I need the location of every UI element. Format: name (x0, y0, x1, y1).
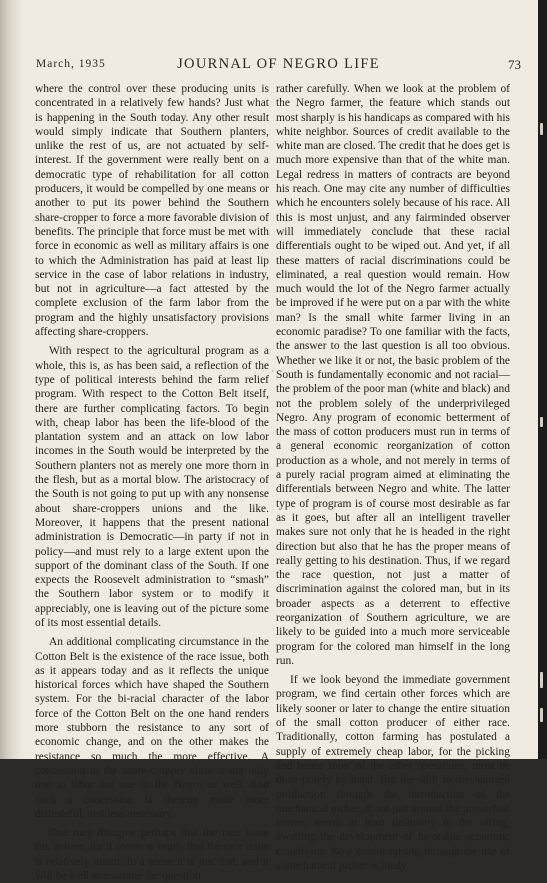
page-edge-tab (540, 417, 543, 427)
right-column (276, 82, 510, 873)
journal-title: JOURNAL OF NEGRO LIFE (177, 56, 380, 72)
page-gutter-shadow (0, 0, 22, 759)
paragraph: An additional complicating circumstance in the Cotton Belt is the existence of the race issue, both as it appears today and as it reflects the unique historical forces which have shaped the Southern system. For the bi-racial character of the labor force of the Cotton Belt on the one hand renders more stubborn the resistance to any sort of economic change, and on the other makes the resistance so much the more effective. A concession to the share-cropper class is not only one to labor but one to the Negro as well. And such a concession is thereby made more distasteful, and less necessary. (35, 636, 269, 820)
page-edge-tab (540, 708, 543, 722)
header-date: March, 1935 (36, 58, 106, 70)
margin-dot: · (271, 367, 274, 376)
page-edge-tab (540, 123, 543, 135)
paragraph: If we look beyond the immediate government program, we find certain other forces which are likely sooner or later to change the entire situation of the small cotton producer of either race. Traditionally, cotton farming has postulated a supply of extremely cheap labor, for the picking and hence most of the other operations, must be done purely by hand. But the shift to mechanized production through the introduction of the mechanical picker, if not just around the proverbial corner, seems at least definitely in the offing, awaiting the development of favorable economic conditions. Now cotton raising through the use of a mechanical picker is likely (276, 674, 510, 873)
page-edge-strip (538, 0, 547, 759)
running-header (36, 56, 521, 76)
left-column (35, 82, 269, 883)
paragraph: where the control over these producing units is concentrated in a relatively few hands? Just what is happening in the South today. Any other result would simply indicate that Southern planters, unlike the rest of us, are not actuated by self-interest. If the government were really bent on a democratic type of rehabilitation for all cotton producers, it would be compelled by one means or another to put its power behind the Southern share-cropper to force a more favorable division of benefits. The principle that force must be met with force in economic as well as military affairs is one to which the Administration has paid at least lip service in the case of labor relations in industry, but not in agriculture—a fact attested by the complete exclusion of the farm labor from the program and the highly unsatisfactory provisions affecting share-croppers. (35, 83, 269, 339)
page-number: 73 (508, 57, 521, 72)
page-edge-tab (540, 672, 543, 688)
paragraph: rather carefully. When we look at the problem of the Negro farmer, the feature which stands out most sharply is his handicaps as compared with his white neighbor. Sources of credit available to the white man are closed. The credit that he does get is much more expensive than that of the white man. Legal redress in matters of contracts are beyond his reach. One may cite any number of difficulties which he encounters solely because of his race. All this is most unjust, and any fairminded observer will immediately conclude that these racial differentials ought to be wiped out. And yet, if all these matters of racial discriminations could be eliminated, a real question would remain. How much would the lot of the Negro farmer actually be improved if he were put on a par with the white man? Is the small white farmer living in an economic paradise? To one familiar with the facts, the answer to the last question is all too obvious. Whether we like it or not, the basic problem of the South is fundamentally economic and not racial—the problem of the poor man (white and black) and not the problem solely of the underprivileged Negro. Any program of economic betterment of the mass of cotton producers must run in terms of a general economic reorganization of cotton production as a whole, and not merely in terms of a purely racial program aimed at eliminating the differentials between Negro and white. The latter type of program is of course most desirable as far as it goes, but after all an intelligent traveller makes sure not only that he is headed in the right direction but also that he has the proper means of really getting to his destination. Thus, if we regard the race question, not just a matter of discrimination against the colored man, but in its broader aspects as a deterrent to effective reorganization of Southern agriculture, we are likely to be guided into a much more serviceable program for the colored man himself in the long run. (276, 83, 510, 667)
paragraph: One may disagree perhaps that the race issue fits in here, for it seems to imply that the race issue is relatively minor. In a sense it is just that, and it will be well to examine the question (35, 827, 269, 883)
paragraph: With respect to the agricultural program as a whole, this is, as has been said, a reflection of the type of political interests behind the farm relief program. With respect to the Cotton Belt itself, there are further complicating factors. To begin with, cheap labor has been the life-blood of the plantation system and an attack on low labor incomes in the South would be interpreted by the Southern planters not as merely one more thorn in the flesh, but as a mortal blow. The aristocracy of the South is not going to put up with any nonsense about share-croppers unions and the like. Moreover, it happens that the present national administration is Democratic—in party if not in policy—and must rely to a large extent upon the support of the dominant class of the South. If one expects the Roosevelt administration to “smash” the Southern labor system or to modify it appreciably, one is leaving out of the picture some of its most essential details. (35, 345, 269, 629)
